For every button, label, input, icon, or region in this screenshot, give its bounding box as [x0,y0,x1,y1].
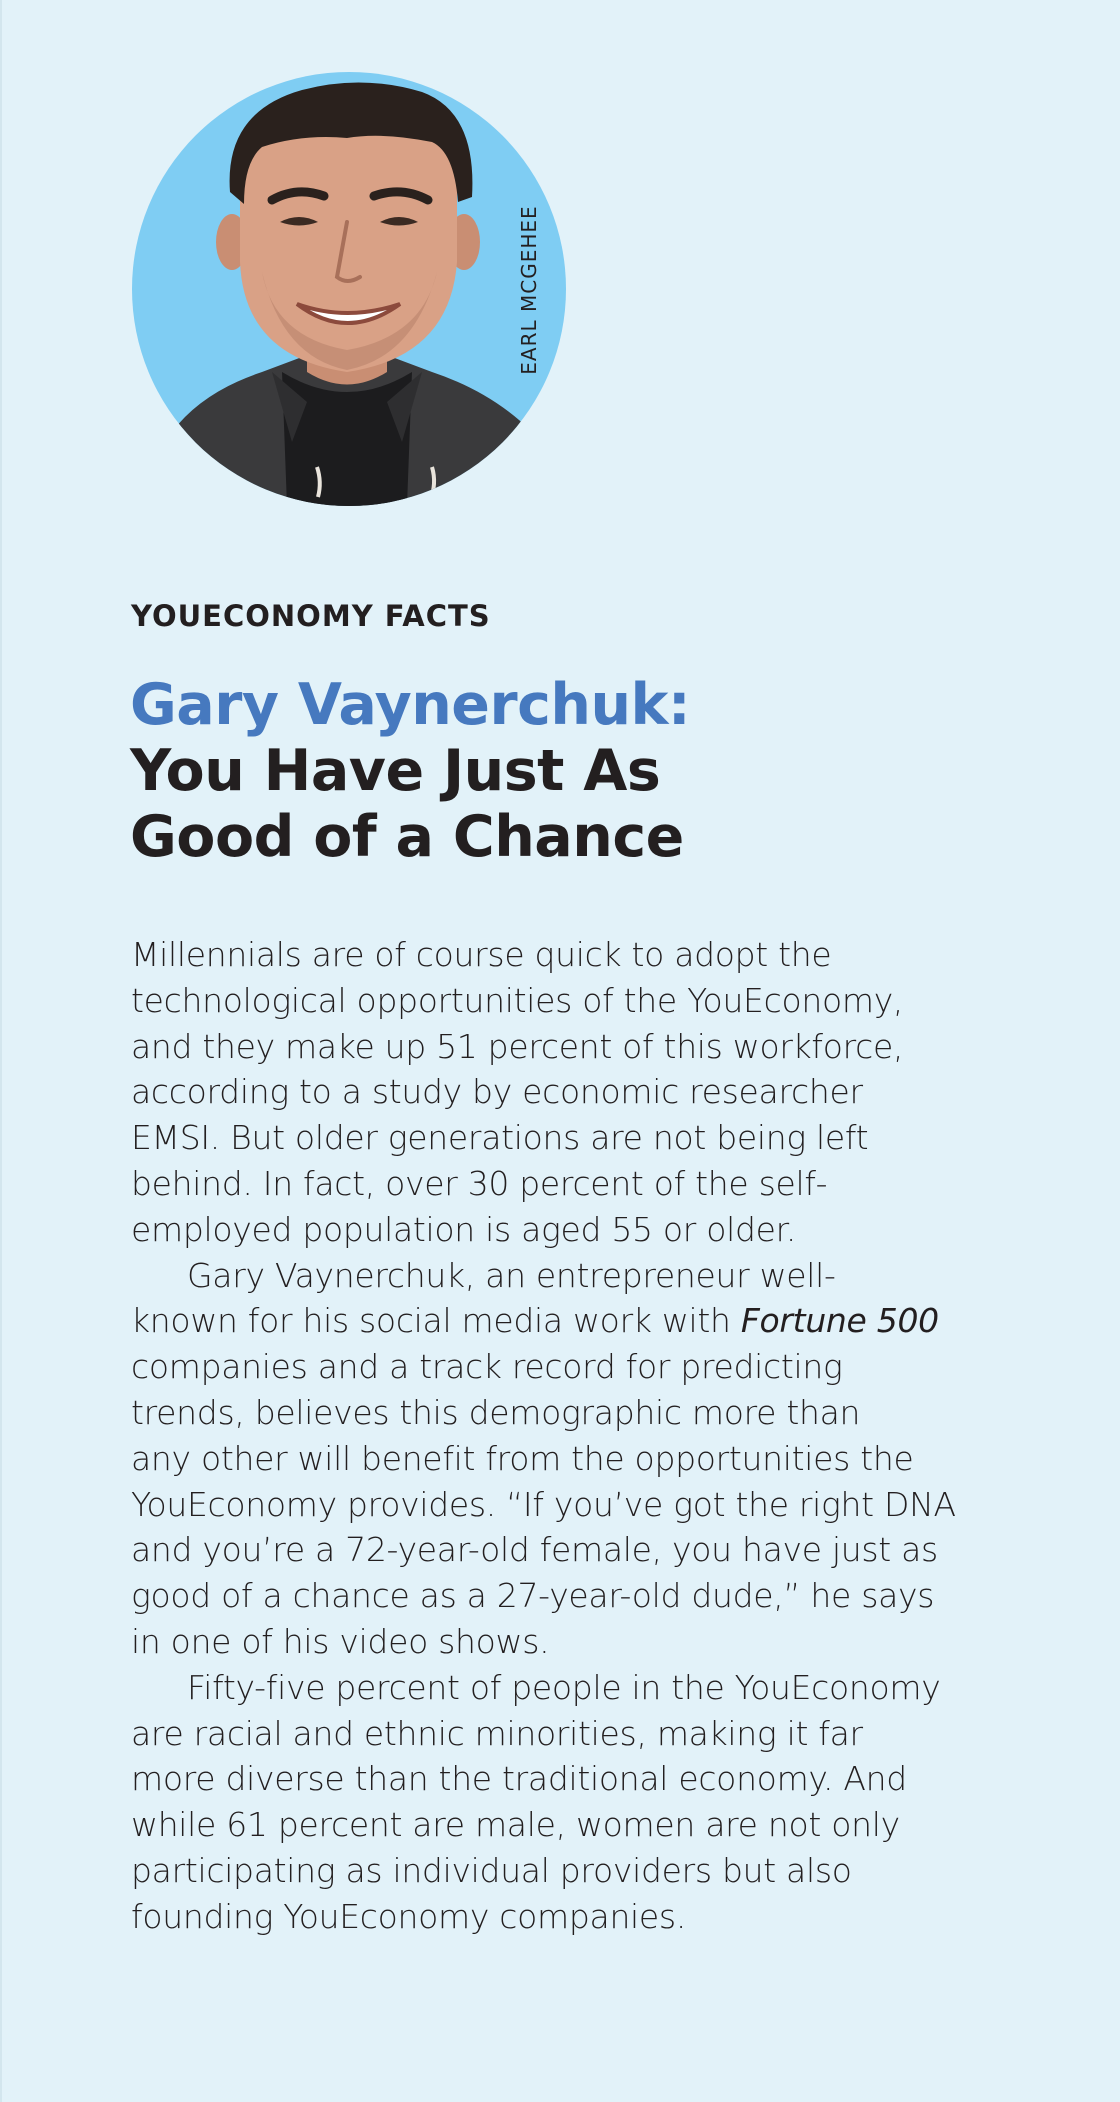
body-line: technological opportunities of the YouEconomy, [131,980,904,1020]
article-headline [130,672,690,870]
article-body [131,932,956,1940]
body-line: EMSI. But older generations are not being left [131,1118,869,1158]
body-line: Millennials are of course quick to adopt the [131,935,832,974]
body-line: employed population is aged 55 or older. [131,1209,797,1249]
body-line: participating as individual providers but also [131,1850,852,1890]
body-line [131,1298,956,1344]
body-line: and you’re a 72-year-old female, you have just as [131,1530,938,1570]
portrait-photo [132,72,566,506]
body-line: more diverse than the traditional economy. And [131,1759,907,1799]
body-line: are racial and ethnic minorities, making it far [131,1713,863,1753]
headline-line-2: Good of a Chance [130,804,684,870]
portrait-illustration [132,72,566,506]
body-line: founding YouEconomy companies. [131,1896,687,1936]
body-line: any other will benefit from the opportunities the [131,1438,914,1478]
body-line: good of a chance as a 27-year-old dude,” he says [131,1576,935,1616]
body-line: Gary Vaynerchuk, an entrepreneur well- [187,1255,836,1295]
photo-credit: EARL MCGEHEE [517,205,541,375]
publication-name: Fortune 500 [740,1301,939,1341]
page-edge-rule [0,0,2,2102]
body-line: in one of his video shows. [131,1621,550,1661]
body-line: YouEconomy provides. “If you’ve got the right DNA [131,1484,956,1524]
body-line: trends, believes this demographic more than [131,1392,861,1432]
body-line: companies and a track record for predicting [131,1347,843,1387]
headline-line-1: You Have Just As [130,738,661,804]
headline-name: Gary Vaynerchuk: [130,672,691,738]
body-line: and they make up 51 percent of this workforce, [131,1026,904,1066]
body-line: Fifty-five percent of people in the YouEconomy [187,1667,941,1707]
body-line: according to a study by economic researcher [131,1072,863,1112]
section-kicker: YOUECONOMY FACTS [131,599,491,633]
body-line: while 61 percent are male, women are not only [131,1805,900,1845]
body-line: behind. In fact, over 30 percent of the self- [131,1163,828,1203]
body-text-run: known for his social media work with [131,1301,741,1341]
